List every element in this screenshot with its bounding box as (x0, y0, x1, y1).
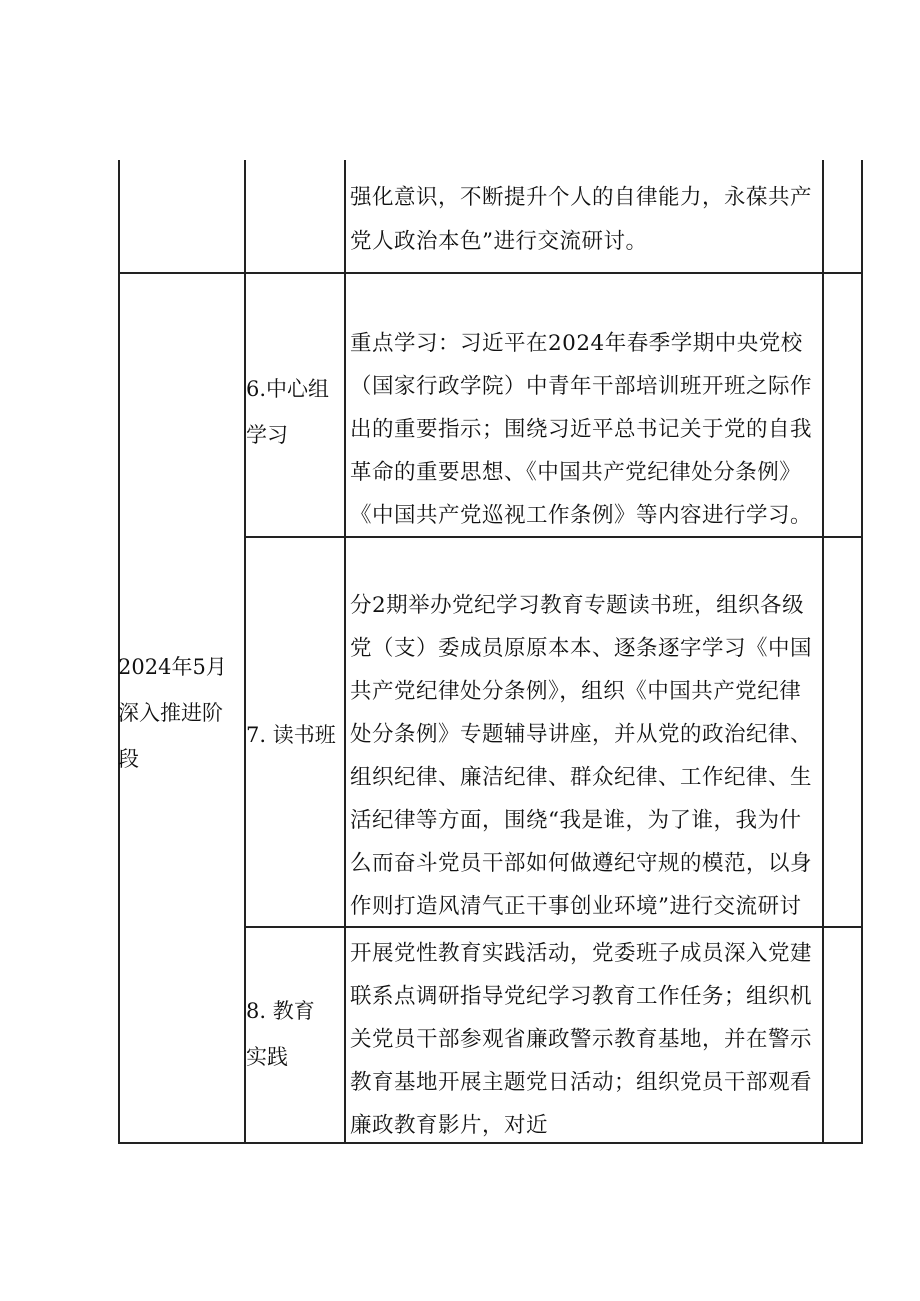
content-line: 强化意识，不断提升个人的自律能力，永葆共产 (350, 185, 813, 210)
item-label-line: 8. 教育 (246, 999, 315, 1023)
item-label-line: 学习 (246, 423, 288, 447)
item-label-line: 7. 读书班 (246, 723, 336, 747)
content-line: 组织纪律、廉洁纪律、群众纪律、工作纪律、生 (350, 765, 813, 790)
content-line: 么而奋斗党员干部如何做遵纪守规的模范，以身 (350, 851, 813, 876)
item-label-central-group-study (246, 366, 329, 458)
content-line: 分2期举办党纪学习教育专题读书班，组织各级 (350, 593, 805, 618)
stage-label-line: 深入推进阶 (118, 701, 223, 725)
item-content-education-practice (350, 932, 824, 1147)
content-line: 重点学习：习近平在2024年春季学期中央党校 (350, 331, 803, 356)
content-line: 共产党纪律处分条例》，组织《中国共产党纪律 (350, 679, 802, 704)
stage-label (118, 644, 244, 782)
content-line: 出的重要指示；围绕习近平总书记关于党的自我 (350, 417, 813, 442)
content-line: 开展党性教育实践活动，党委班子成员深入党建 (350, 941, 813, 966)
content-line: 联系点调研指导党纪学习教育工作任务；组织机 (350, 984, 813, 1009)
item-label-education-practice (246, 988, 315, 1080)
item-content-reading-class (350, 584, 824, 928)
stage-label-line: 2024年5月 (118, 655, 227, 679)
content-line: 活纪律等方面，围绕“我是谁，为了谁，我为什 (350, 808, 802, 833)
content-line: 教育基地开展主题党日活动；组织党员干部观看 (350, 1070, 813, 1095)
content-line: 党人政治本色”进行交流研讨。 (350, 229, 648, 254)
content-line: 关党员干部参观省廉政警示教育基地，并在警示 (350, 1027, 813, 1052)
item-label-line: 6.中心组 (246, 377, 330, 401)
content-line: 处分条例》专题辅导讲座，并从党的政治纪律、 (350, 722, 813, 747)
table-border-col3 (344, 160, 346, 1144)
item-label-line: 实践 (246, 1045, 288, 1069)
content-line: 革命的重要思想、《中国共产党纪律处分条例》 (350, 460, 802, 485)
item-label-reading-class (246, 712, 336, 758)
content-line: （国家行政学院）中青年干部培训班开班之际作 (350, 374, 813, 399)
content-line: 廉政教育影片，对近 (350, 1113, 549, 1138)
table-row-divider-top (118, 272, 862, 274)
stage-label-line: 段 (118, 747, 139, 771)
content-line: 《中国共产党巡视工作条例》等内容进行学习。 (350, 503, 813, 528)
content-line: 作则打造风清气正干事创业环境”进行交流研讨 (350, 894, 802, 919)
content-line: 党（支）委成员原原本本、逐条逐字学习《中国 (350, 636, 813, 661)
item-content-central-group-study (350, 322, 824, 537)
table-border-right (861, 160, 863, 1144)
top-fragment-content (350, 176, 824, 264)
